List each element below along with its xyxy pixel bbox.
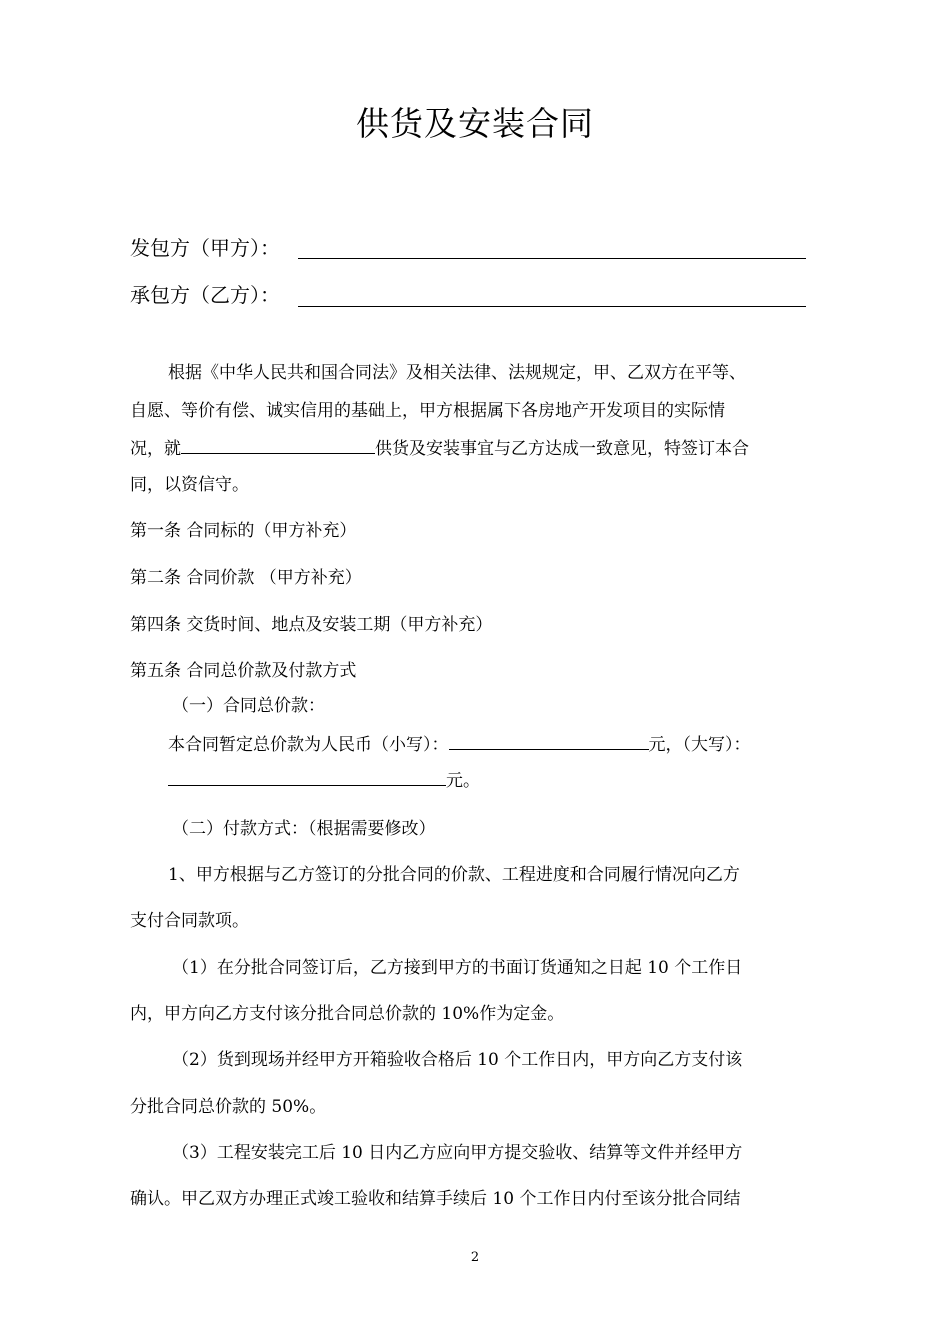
total-price-suffix: 元。	[446, 771, 480, 791]
party-b-label: 承包方（乙方）：	[130, 283, 280, 307]
party-b-blank-line	[298, 306, 806, 307]
amount-lowercase-blank	[449, 735, 649, 750]
payment-p3-line-1: （2）货到现场并经甲方开箱验收合格后 10 个工作日内，甲方向乙方支付该	[172, 1050, 743, 1070]
payment-p4-line-1: （3）工程安装完工后 10 日内乙方应向甲方提交验收、结算等文件并经甲方	[172, 1143, 743, 1163]
total-price-line-2	[168, 766, 480, 791]
article-5: 第五条 合同总价款及付款方式	[130, 661, 357, 681]
article-4: 第四条 交货时间、地点及安装工期（甲方补充）	[130, 615, 493, 635]
payment-p2-line-1: （1）在分批合同签订后，乙方接到甲方的书面订货通知之日起 10 个工作日	[172, 958, 743, 978]
payment-p1-line-1: 1、甲方根据与乙方签订的分批合同的价款、工程进度和合同履行情况向乙方	[168, 865, 740, 885]
total-price-prefix: 本合同暂定总价款为人民币（小写）：	[168, 735, 449, 755]
page-number: 2	[470, 1250, 480, 1265]
payment-p1-line-2: 支付合同款项。	[130, 911, 249, 931]
total-price-mid: 元，（大写）：	[648, 735, 751, 755]
amount-uppercase-blank	[168, 771, 446, 786]
intro-line-3-prefix: 况，就	[130, 439, 181, 459]
article-2: 第二条 合同价款 （甲方补充）	[130, 568, 362, 588]
document-title: 供货及安装合同	[356, 104, 594, 143]
intro-line-1: 根据《中华人民共和国合同法》及相关法律、法规规定，甲、乙双方在平等、	[168, 363, 746, 383]
intro-line-3	[130, 434, 749, 459]
intro-line-3-suffix: 供货及安装事宜与乙方达成一致意见，特签订本合	[375, 439, 749, 459]
payment-p2-line-2: 内，甲方向乙方支付该分批合同总价款的 10%作为定金。	[130, 1004, 565, 1024]
payment-p3-line-2: 分批合同总价款的 50%。	[130, 1097, 327, 1117]
intro-line-4: 同，以资信守。	[130, 475, 249, 495]
article-1: 第一条 合同标的（甲方补充）	[130, 521, 357, 541]
payment-heading: （二）付款方式：（根据需要修改）	[172, 819, 436, 839]
total-price-heading: （一）合同总价款：	[172, 696, 325, 716]
payment-p4-line-2: 确认。甲乙双方办理正式竣工验收和结算手续后 10 个工作日内付至该分批合同结	[130, 1189, 741, 1209]
intro-line-2: 自愿、等价有偿、诚实信用的基础上，甲方根据属下各房地产开发项目的实际情	[130, 401, 725, 421]
party-a-blank-line	[298, 258, 806, 259]
project-blank-line	[181, 439, 375, 454]
party-a-label: 发包方（甲方）：	[130, 236, 280, 260]
total-price-line	[168, 730, 751, 755]
